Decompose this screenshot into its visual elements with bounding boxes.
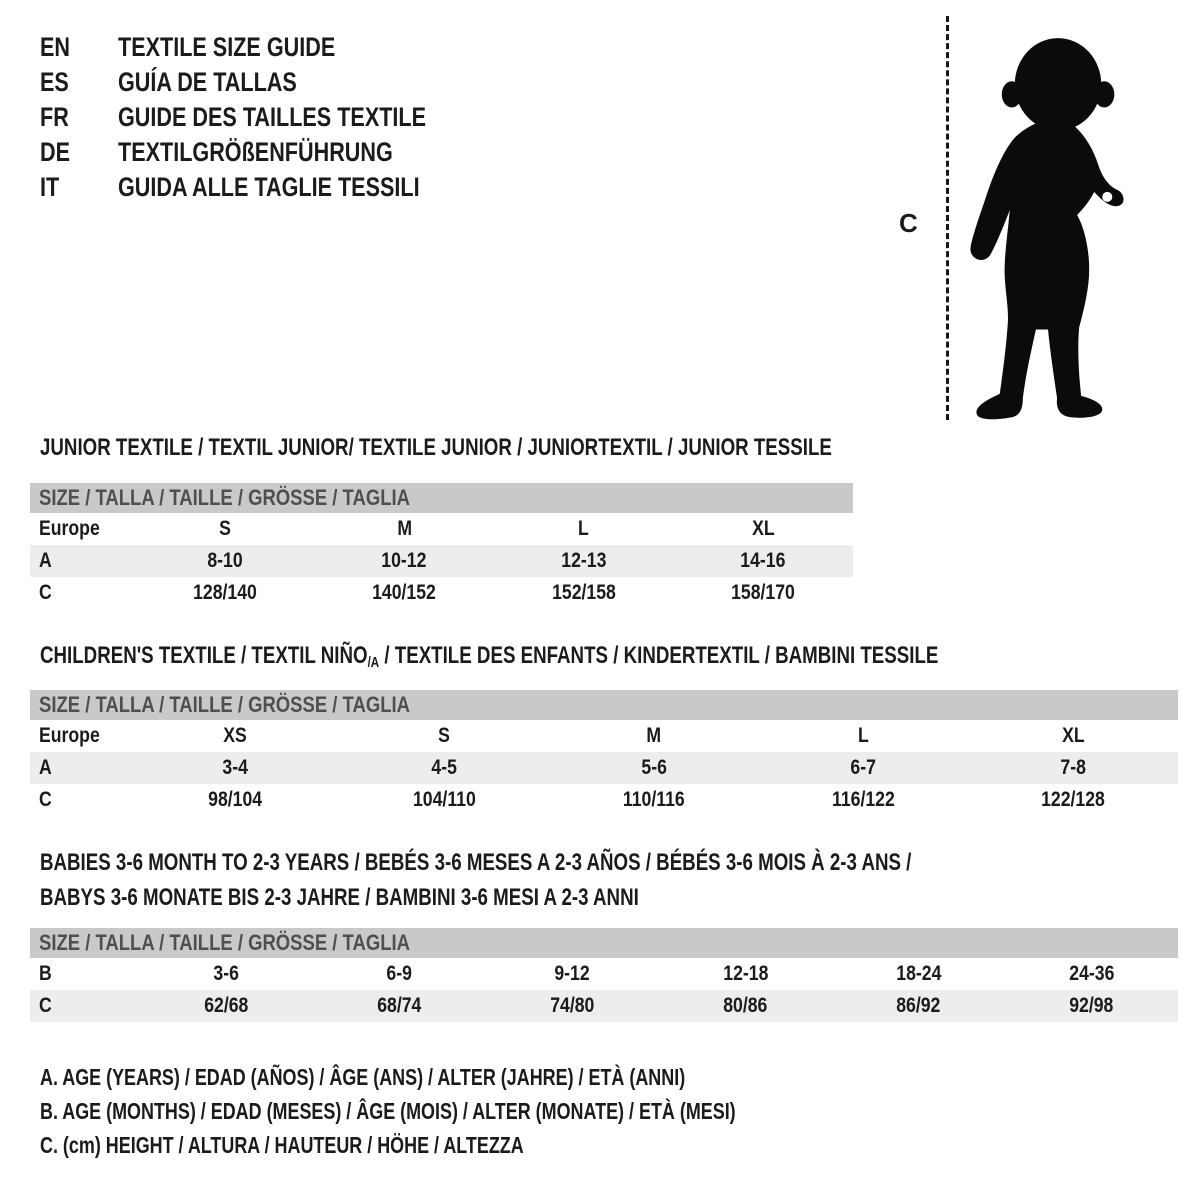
size-cell: 152/158 [551, 581, 616, 604]
size-cell: 6-9 [386, 962, 413, 985]
size-cell: S [438, 724, 451, 747]
toddler-silhouette-icon [956, 20, 1146, 422]
size-cell: M [646, 724, 662, 747]
junior-size-table [30, 483, 853, 609]
size-cell: 122/128 [1041, 788, 1106, 811]
size-cell: 104/110 [412, 788, 476, 811]
row-label: Europe [39, 724, 100, 747]
size-cell: 18-24 [895, 962, 942, 985]
babies-section-heading-line1: BABIES 3-6 MONTH TO 2-3 YEARS / BEBÉS 3-6 MESES A 2-3 AÑOS / BÉBÉS 3-6 MOIS À 2-3 ANS / [40, 849, 912, 876]
height-measure-dashed-line [946, 16, 949, 420]
size-cell: 86/92 [896, 994, 941, 1017]
table-row-europe [30, 720, 1178, 752]
size-cell: XL [1061, 724, 1085, 747]
footnote-height-cm: C. (cm) HEIGHT / ALTURA / HAUTEUR / HÖHE / ALTEZZA [40, 1132, 524, 1158]
language-code: EN [40, 32, 71, 62]
language-row-fr [40, 100, 503, 135]
size-cell: XL [751, 517, 775, 540]
size-header-bar [30, 928, 1178, 958]
row-label: A [39, 756, 52, 779]
language-code: DE [40, 137, 71, 167]
guide-title: TEXTILE SIZE GUIDE [118, 32, 336, 62]
table-row-height-cm [30, 784, 1178, 816]
size-cell: 3-4 [222, 756, 248, 779]
size-header-bar [30, 483, 853, 513]
language-code: ES [40, 67, 69, 97]
guide-title: GUÍA DE TALLAS [118, 67, 297, 97]
language-row-en [40, 30, 503, 65]
size-cell: 12-18 [722, 962, 769, 985]
language-code: IT [40, 172, 60, 202]
row-label: C [39, 994, 52, 1017]
footnote-legend [40, 1060, 932, 1162]
size-header-bar [30, 690, 1178, 720]
language-row-de [40, 135, 503, 170]
size-header-label: SIZE / TALLA / TAILLE / GRÖSSE / TAGLIA [39, 485, 410, 510]
size-cell: M [396, 517, 412, 540]
size-cell: 5-6 [641, 756, 667, 779]
size-cell: 62/68 [204, 994, 249, 1017]
size-cell: 110/116 [623, 788, 685, 811]
row-label: C [39, 788, 52, 811]
size-cell: 9-12 [554, 962, 591, 985]
size-cell: 12-13 [561, 549, 607, 572]
size-cell: 7-8 [1060, 756, 1086, 779]
size-cell: L [858, 724, 869, 747]
size-cell: 8-10 [207, 549, 243, 572]
heading-text: CHILDREN'S TEXTILE / TEXTIL NIÑO [40, 642, 368, 669]
size-cell: 128/140 [192, 581, 257, 604]
size-cell: XS [223, 724, 247, 747]
table-row-age-years [30, 545, 853, 577]
table-row-height-cm [30, 990, 1178, 1022]
size-cell: 10-12 [381, 549, 427, 572]
table-row-europe [30, 513, 853, 545]
guide-title: GUIDA ALLE TAGLIE TESSILI [118, 172, 420, 202]
table-row-height-cm [30, 577, 853, 609]
size-cell: 98/104 [207, 788, 262, 811]
guide-title: TEXTILGRÖßENFÜHRUNG [118, 137, 393, 167]
table-row-age-years [30, 752, 1178, 784]
language-code: FR [40, 102, 69, 132]
language-row-it [40, 170, 503, 205]
size-cell: 158/170 [731, 581, 796, 604]
heading-subscript: /A [367, 655, 380, 672]
size-cell: 116/122 [832, 788, 895, 811]
size-cell: 68/74 [377, 994, 422, 1017]
height-measure-label: C [899, 208, 918, 238]
row-label: C [39, 581, 52, 604]
row-label: Europe [39, 517, 100, 540]
children-size-table [30, 690, 1178, 816]
language-row-es [40, 65, 503, 100]
babies-size-table [30, 928, 1178, 1022]
children-section-heading [40, 642, 938, 671]
size-cell: 80/86 [723, 994, 768, 1017]
row-label: B [39, 962, 52, 985]
junior-section-heading: JUNIOR TEXTILE / TEXTIL JUNIOR/ TEXTILE JUNIOR / JUNIORTEXTIL / JUNIOR TESSILE [40, 434, 832, 461]
babies-section-heading-line2: BABYS 3-6 MONATE BIS 2-3 JAHRE / BAMBINI 3-6 MESI A 2-3 ANNI [40, 884, 639, 911]
size-cell: S [218, 517, 231, 540]
size-cell: 14-16 [740, 549, 786, 572]
heading-text: / TEXTILE DES ENFANTS / KINDERTEXTIL / BAMBINI TESSILE [379, 642, 939, 669]
language-title-list [40, 30, 503, 205]
size-cell: 140/152 [372, 581, 437, 604]
size-cell: L [578, 517, 590, 540]
guide-title: GUIDE DES TAILLES TEXTILE [118, 102, 427, 132]
size-cell: 74/80 [550, 994, 595, 1017]
size-header-label: SIZE / TALLA / TAILLE / GRÖSSE / TAGLIA [39, 692, 410, 717]
size-cell: 4-5 [431, 756, 458, 779]
size-cell: 6-7 [850, 756, 877, 779]
size-cell: 3-6 [213, 962, 240, 985]
row-label: A [39, 549, 52, 572]
size-cell: 92/98 [1069, 994, 1114, 1017]
footnote-age-months: B. AGE (MONTHS) / EDAD (MESES) / ÂGE (MOIS) / ALTER (MONATE) / ETÀ (MESI) [40, 1098, 736, 1124]
table-row-age-months [30, 958, 1178, 990]
size-cell: 24-36 [1068, 962, 1115, 985]
footnote-age-years: A. AGE (YEARS) / EDAD (AÑOS) / ÂGE (ANS) / ALTER (JAHRE) / ETÀ (ANNI) [40, 1064, 686, 1090]
size-header-label: SIZE / TALLA / TAILLE / GRÖSSE / TAGLIA [39, 930, 410, 955]
